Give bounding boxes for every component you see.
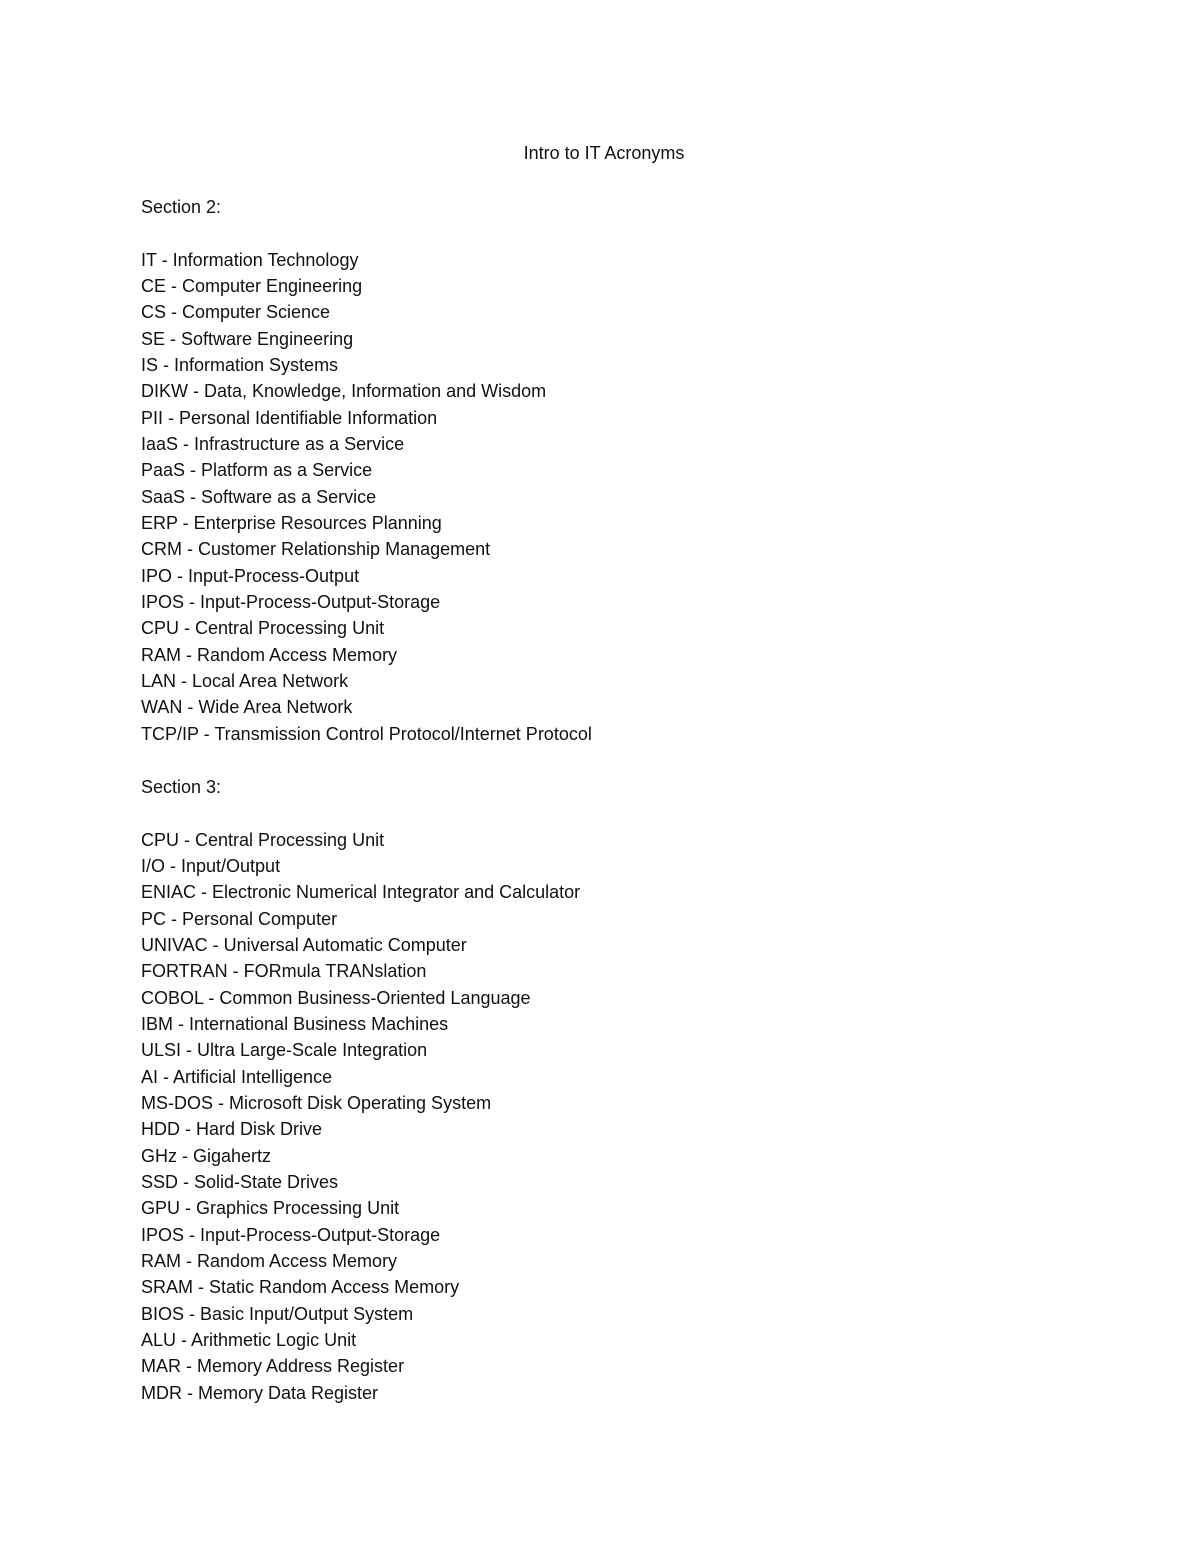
- acronym-item: PC - Personal Computer: [141, 908, 338, 929]
- acronym-item: ALU - Arithmetic Logic Unit: [141, 1329, 357, 1350]
- acronym-item: IPOS - Input-Process-Output-Storage: [141, 1224, 441, 1245]
- acronym-item: MS-DOS - Microsoft Disk Operating System: [141, 1092, 492, 1113]
- acronym-item: LAN - Local Area Network: [141, 670, 349, 691]
- acronym-item: WAN - Wide Area Network: [141, 697, 353, 718]
- acronym-item: CRM - Customer Relationship Management: [141, 539, 491, 560]
- acronym-item: FORTRAN - FORmula TRANslation: [141, 961, 427, 982]
- acronym-item: SSD - Solid-State Drives: [141, 1171, 339, 1192]
- section-3: [141, 774, 580, 1406]
- spacer: [141, 800, 580, 826]
- acronym-item: CS - Computer Science: [141, 302, 331, 323]
- acronym-item: COBOL - Common Business-Oriented Language: [141, 987, 531, 1008]
- document-title: Intro to IT Acronyms: [523, 143, 685, 163]
- acronym-item: IPO - Input-Process-Output: [141, 565, 360, 586]
- acronym-item: IS - Information Systems: [141, 354, 339, 375]
- acronym-item: CPU - Central Processing Unit: [141, 618, 385, 639]
- acronym-item: IBM - International Business Machines: [141, 1013, 449, 1034]
- acronym-item: RAM - Random Access Memory: [141, 1250, 398, 1271]
- acronym-item: GPU - Graphics Processing Unit: [141, 1198, 400, 1219]
- acronym-list: [141, 247, 592, 747]
- acronym-item: ERP - Enterprise Resources Planning: [141, 512, 442, 533]
- acronym-item: MAR - Memory Address Register: [141, 1356, 405, 1377]
- acronym-item: UNIVAC - Universal Automatic Computer: [141, 934, 467, 955]
- acronym-item: SaaS - Software as a Service: [141, 486, 377, 507]
- acronym-item: SRAM - Static Random Access Memory: [141, 1277, 460, 1298]
- acronym-item: PaaS - Platform as a Service: [141, 460, 373, 481]
- section-2: [141, 194, 592, 747]
- acronym-item: RAM - Random Access Memory: [141, 644, 398, 665]
- acronym-item: DIKW - Data, Knowledge, Information and Wisdom: [141, 381, 547, 402]
- acronym-item: IT - Information Technology: [141, 249, 359, 270]
- acronym-item: IPOS - Input-Process-Output-Storage: [141, 591, 441, 612]
- acronym-item: IaaS - Infrastructure as a Service: [141, 433, 405, 454]
- spacer: [141, 220, 592, 246]
- acronym-list: [141, 827, 580, 1406]
- acronym-item: I/O - Input/Output: [141, 855, 281, 876]
- section-heading: Section 3:: [141, 777, 222, 797]
- acronym-item: CPU - Central Processing Unit: [141, 829, 385, 850]
- acronym-item: GHz - Gigahertz: [141, 1145, 272, 1166]
- acronym-item: PII - Personal Identifiable Information: [141, 407, 438, 428]
- acronym-item: ENIAC - Electronic Numerical Integrator and Calculator: [141, 882, 581, 903]
- section-heading: Section 2:: [141, 197, 222, 217]
- acronym-item: AI - Artificial Intelligence: [141, 1066, 333, 1087]
- acronym-item: TCP/IP - Transmission Control Protocol/Internet Protocol: [141, 723, 592, 744]
- acronym-item: CE - Computer Engineering: [141, 275, 363, 296]
- acronym-item: SE - Software Engineering: [141, 328, 354, 349]
- acronym-item: HDD - Hard Disk Drive: [141, 1119, 323, 1140]
- acronym-item: ULSI - Ultra Large-Scale Integration: [141, 1040, 428, 1061]
- acronym-item: BIOS - Basic Input/Output System: [141, 1303, 414, 1324]
- acronym-item: MDR - Memory Data Register: [141, 1382, 379, 1403]
